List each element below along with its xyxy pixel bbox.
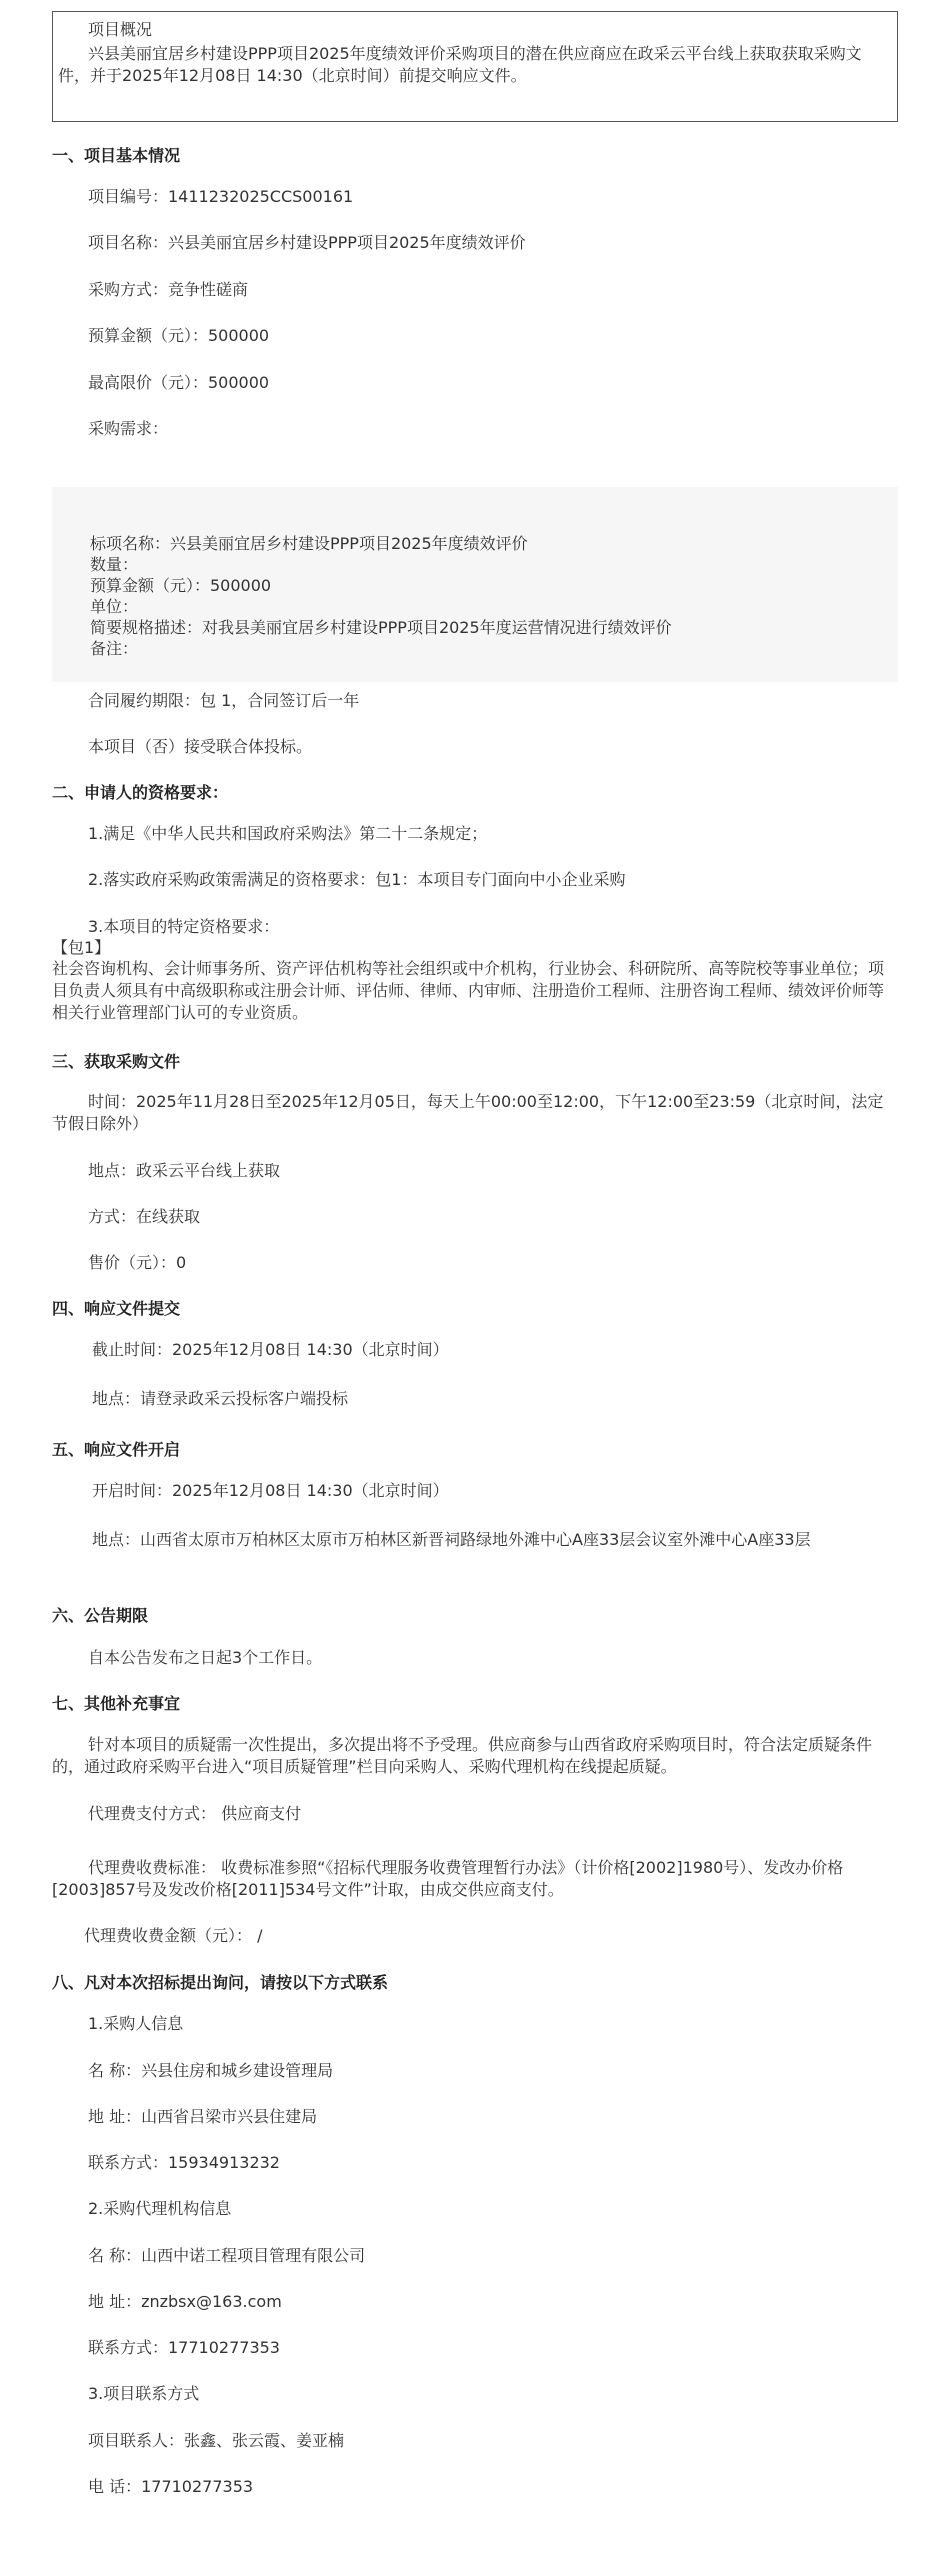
submission-place: 地点：请登录政采云投标客户端投标 <box>92 1389 349 1408</box>
project-contact-title: 3.项目联系方式 <box>88 2384 200 2403</box>
lot-quantity: 数量： <box>90 555 139 574</box>
obtain-way: 方式：在线获取 <box>88 1207 201 1226</box>
opening-time: 开启时间：2025年12月08日 14:30（北京时间） <box>92 1481 449 1500</box>
obtain-place: 地点：政采云平台线上获取 <box>88 1161 281 1180</box>
purchaser-phone: 联系方式：15934913232 <box>88 2153 280 2172</box>
agency-title: 2.采购代理机构信息 <box>88 2199 232 2218</box>
agency-name: 名 称：山西中诺工程项目管理有限公司 <box>88 2246 366 2265</box>
lot-description: 简要规格描述：对我县美丽宜居乡村建设PPP项目2025年度运营情况进行绩效评价 <box>90 618 672 637</box>
qualification-item-2: 2.落实政府采购政策需满足的资格要求：包1：本项目专门面向中小企业采购 <box>88 870 626 889</box>
lot-name: 标项名称：兴县美丽宜居乡村建设PPP项目2025年度绩效评价 <box>90 534 528 553</box>
lot-note: 备注： <box>90 639 139 658</box>
purchaser-name: 名 称：兴县住房和城乡建设管理局 <box>88 2061 334 2080</box>
section-1-heading: 一、项目基本情况 <box>52 146 181 165</box>
package-label: 【包1】 <box>52 938 111 957</box>
agency-fee-payment: 代理费支付方式： 供应商支付 <box>88 1804 302 1823</box>
project-number: 项目编号：1411232025CCS00161 <box>88 187 354 206</box>
project-contact-phone: 电 话：17710277353 <box>88 2477 254 2496</box>
purchaser-address: 地 址：山西省吕梁市兴县住建局 <box>88 2107 318 2126</box>
lot-unit: 单位： <box>90 597 139 616</box>
obtain-time: 时间：2025年11月28日至2025年12月05日，每天上午00:00至12:00，下午12:00至23:59（北京时间，法定节假日除外） <box>52 1092 884 1133</box>
submission-deadline: 截止时间：2025年12月08日 14:30（北京时间） <box>92 1340 449 1359</box>
budget-amount: 预算金额（元）：500000 <box>88 326 270 345</box>
section-3-heading: 三、获取采购文件 <box>52 1052 181 1071</box>
lot-budget: 预算金额（元）：500000 <box>90 576 272 595</box>
overview-title: 项目概况 <box>88 20 153 39</box>
agency-fee-amount: 代理费收费金额（元）： / <box>84 1926 263 1945</box>
procurement-requirement: 采购需求： <box>88 419 169 438</box>
section-2-heading: 二、申请人的资格要求： <box>52 783 229 802</box>
agency-address: 地 址：znzbsx@163.com <box>88 2292 282 2311</box>
opening-place: 地点：山西省太原市万柏林区太原市万柏林区新晋祠路绿地外滩中心A座33层会议室外滩中心A座33层 <box>92 1530 811 1549</box>
overview-body: 兴县美丽宜居乡村建设PPP项目2025年度绩效评价采购项目的潜在供应商应在政采云平台线上获取获取采购文件，并于2025年12月08日 14:30（北京时间）前提交响应文件。 <box>58 44 862 85</box>
agency-phone: 联系方式：17710277353 <box>88 2338 280 2357</box>
consortium-note: 本项目（否）接受联合体投标。 <box>88 737 313 756</box>
qualification-item-1: 1.满足《中华人民共和国政府采购法》第二十二条规定； <box>88 824 488 843</box>
document-price: 售价（元）：0 <box>88 1253 187 1272</box>
project-name: 项目名称：兴县美丽宜居乡村建设PPP项目2025年度绩效评价 <box>88 233 526 252</box>
qualification-item-3: 3.本项目的特定资格要求： <box>88 917 280 936</box>
max-price: 最高限价（元）：500000 <box>88 373 270 392</box>
section-7-heading: 七、其他补充事宜 <box>52 1694 181 1713</box>
procurement-method: 采购方式：竞争性磋商 <box>88 280 249 299</box>
section-6-heading: 六、公告期限 <box>52 1606 149 1625</box>
section-8-heading: 八、凡对本次招标提出询问，请按以下方式联系 <box>52 1973 389 1992</box>
contract-period: 合同履约期限：包 1，合同签订后一年 <box>88 691 360 710</box>
project-contact-person: 项目联系人：张鑫、张云霞、姜亚楠 <box>88 2431 345 2450</box>
agency-fee-standard: 代理费收费标准： 收费标准参照“《招标代理服务收费管理暂行办法》（计价格[2002]1980号）、发改办价格[2003]857号及发改价格[2011]534号文件”计取，由成交供应商支付。 <box>52 1858 844 1899</box>
announcement-period: 自本公告发布之日起3个工作日。 <box>88 1648 323 1667</box>
challenge-note: 针对本项目的质疑需一次性提出，多次提出将不予受理。供应商参与山西省政府采购项目时，符合法定质疑条件的，通过政府采购平台进入“项目质疑管理”栏目向采购人、采购代理机构在线提起质疑。 <box>52 1735 873 1776</box>
package-requirement: 社会咨询机构、会计师事务所、资产评估机构等社会组织或中介机构，行业协会、科研院所、高等院校等事业单位；项目负责人须具有中高级职称或注册会计师、评估师、律师、内审师、注册造价工程师、注册咨询工程师、绩效评价师等相关行业管理部门认可的专业资质。 <box>52 959 885 1022</box>
section-4-heading: 四、响应文件提交 <box>52 1299 181 1318</box>
section-5-heading: 五、响应文件开启 <box>52 1440 181 1459</box>
purchaser-title: 1.采购人信息 <box>88 2014 184 2033</box>
